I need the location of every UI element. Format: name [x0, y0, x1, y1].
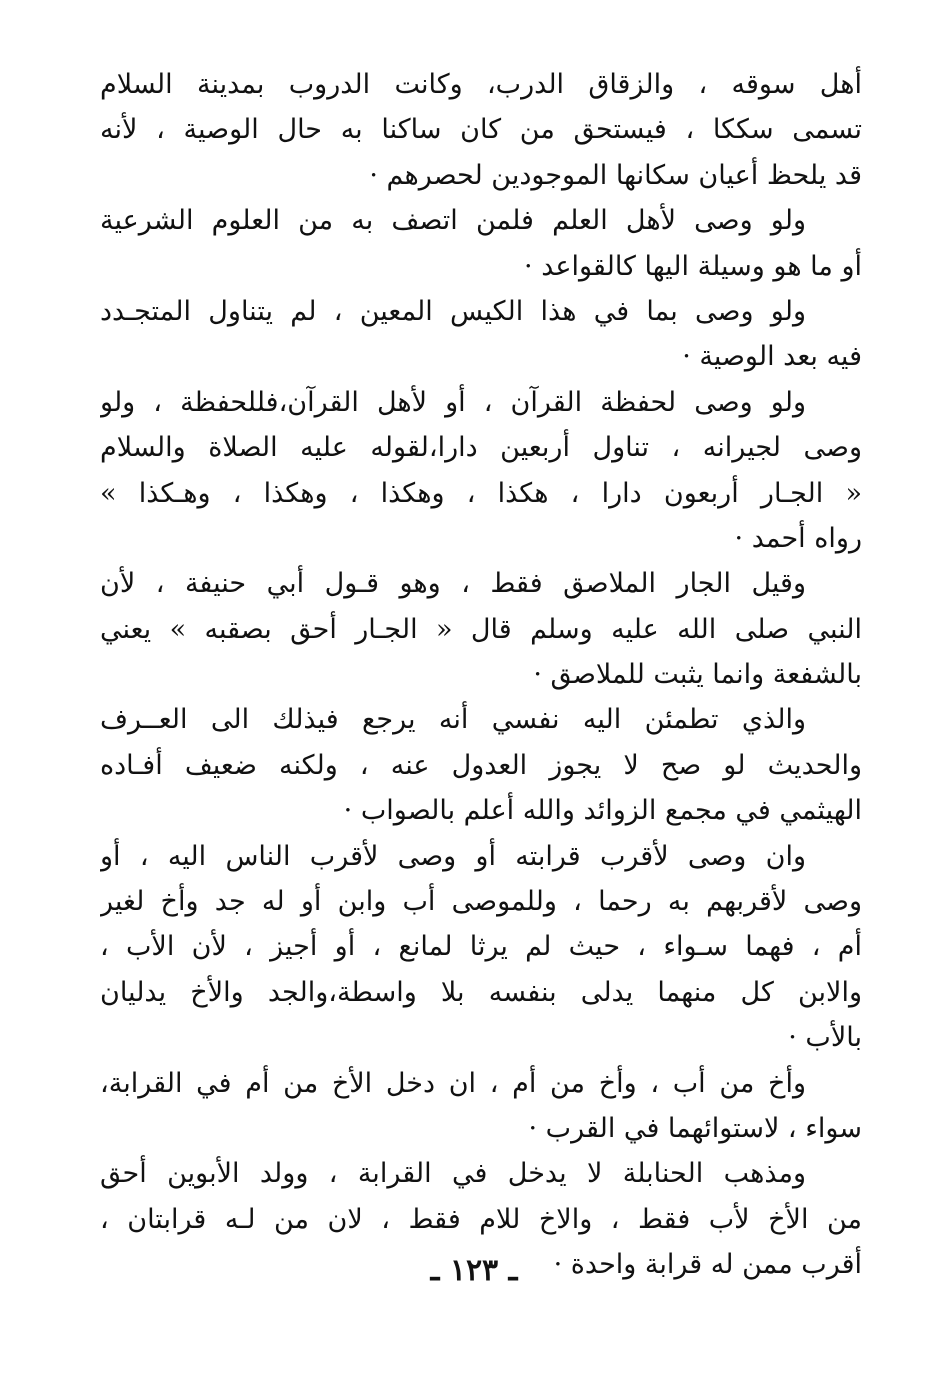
text-line: أو ما هو وسيلة اليها كالقواعد ·	[524, 250, 862, 282]
text-line: أم ، فهما سـواء ، حيث لم يرثا لمانع ، أو أجيز ، لأن الأب ،	[100, 931, 862, 963]
body-text	[100, 62, 862, 1288]
text-line: بالأب ·	[788, 1022, 862, 1054]
text-line: ولو وصى بما في هذا الكيس المعين ، لم يتناول المتجـدد	[100, 295, 806, 327]
text-line: أهل سوقه ، والزقاق الدرب، وكانت الدروب بمدينة السلام	[100, 69, 862, 100]
text-line: تسمى سككا ، فيستحق من كان ساكنا به حال الوصية ، لأنه	[100, 114, 862, 146]
book-page	[100, 62, 862, 1302]
text-line: والحديث لو صح لا يجوز العدول عنه ، ولكنه ضعيف أفـاده	[100, 749, 862, 781]
text-line: وقيل الجار الملاصق فقط ، وهو قـول أبي حنيفة ، لأن	[100, 568, 806, 600]
text-line: والذي تطمئن اليه نفسي أنه يرجع فيذلك الى العــرف	[100, 704, 806, 736]
text-line: وأخ من أب ، وأخ من أم ، ان دخل الأخ من أم في القرابة،	[100, 1067, 806, 1099]
text-line: سواء ، لاستوائهما في القرب ·	[528, 1112, 862, 1144]
text-line: من الأخ لأب فقط ، والاخ للام فقط ، لان من لـه قرابتان ،	[100, 1203, 862, 1235]
text-line: وصى لأقربهم به رحما ، وللموصى أب وابن أو له جد وأخ لغير	[100, 886, 862, 918]
text-line: بالشفعة وانما يثبت للملاصق ·	[533, 659, 862, 691]
text-line: ومذهب الحنابلة لا يدخل في القرابة ، وولد الأبوين أحق	[100, 1158, 806, 1190]
text-line: النبي صلى الله عليه وسلم قال « الجـار أحق بصقبه » يعني	[100, 613, 862, 645]
text-line: وصى لجيرانه ، تناول أربعين دارا،لقوله عليه الصلاة والسلام	[100, 432, 862, 464]
text-line: قد يلحظ أعيان سكانها الموجودين لحصرهم ·	[369, 159, 862, 191]
text-line: والابن كل منهما يدلى بنفسه بلا واسطة،والجد والأخ يدليان	[100, 976, 862, 1008]
text-line: فيه بعد الوصية ·	[682, 341, 862, 373]
text-line: ولو وصى لحفظة القرآن ، أو لأهل القرآن،فللحفظة ، ولو	[100, 386, 806, 418]
text-line: رواه أحمد ·	[734, 522, 862, 554]
text-line: وان وصى لأقرب قرابته أو وصى لأقرب الناس اليه ، أو	[100, 840, 806, 872]
text-line: الهيثمي في مجمع الزوائد والله أعلم بالصواب ·	[343, 795, 862, 827]
page-number: ـ ١٢٣ ـ	[430, 1253, 518, 1288]
text-line: « الجـار أربعون دارا ، هكذا ، وهكذا ، وهكذا ، وهـكذا »	[100, 477, 862, 509]
text-line: أقرب ممن له قرابة واحدة ·	[553, 1249, 862, 1281]
text-line: ولو وصى لأهل العلم فلمن اتصف به من العلوم الشرعية	[100, 205, 806, 237]
